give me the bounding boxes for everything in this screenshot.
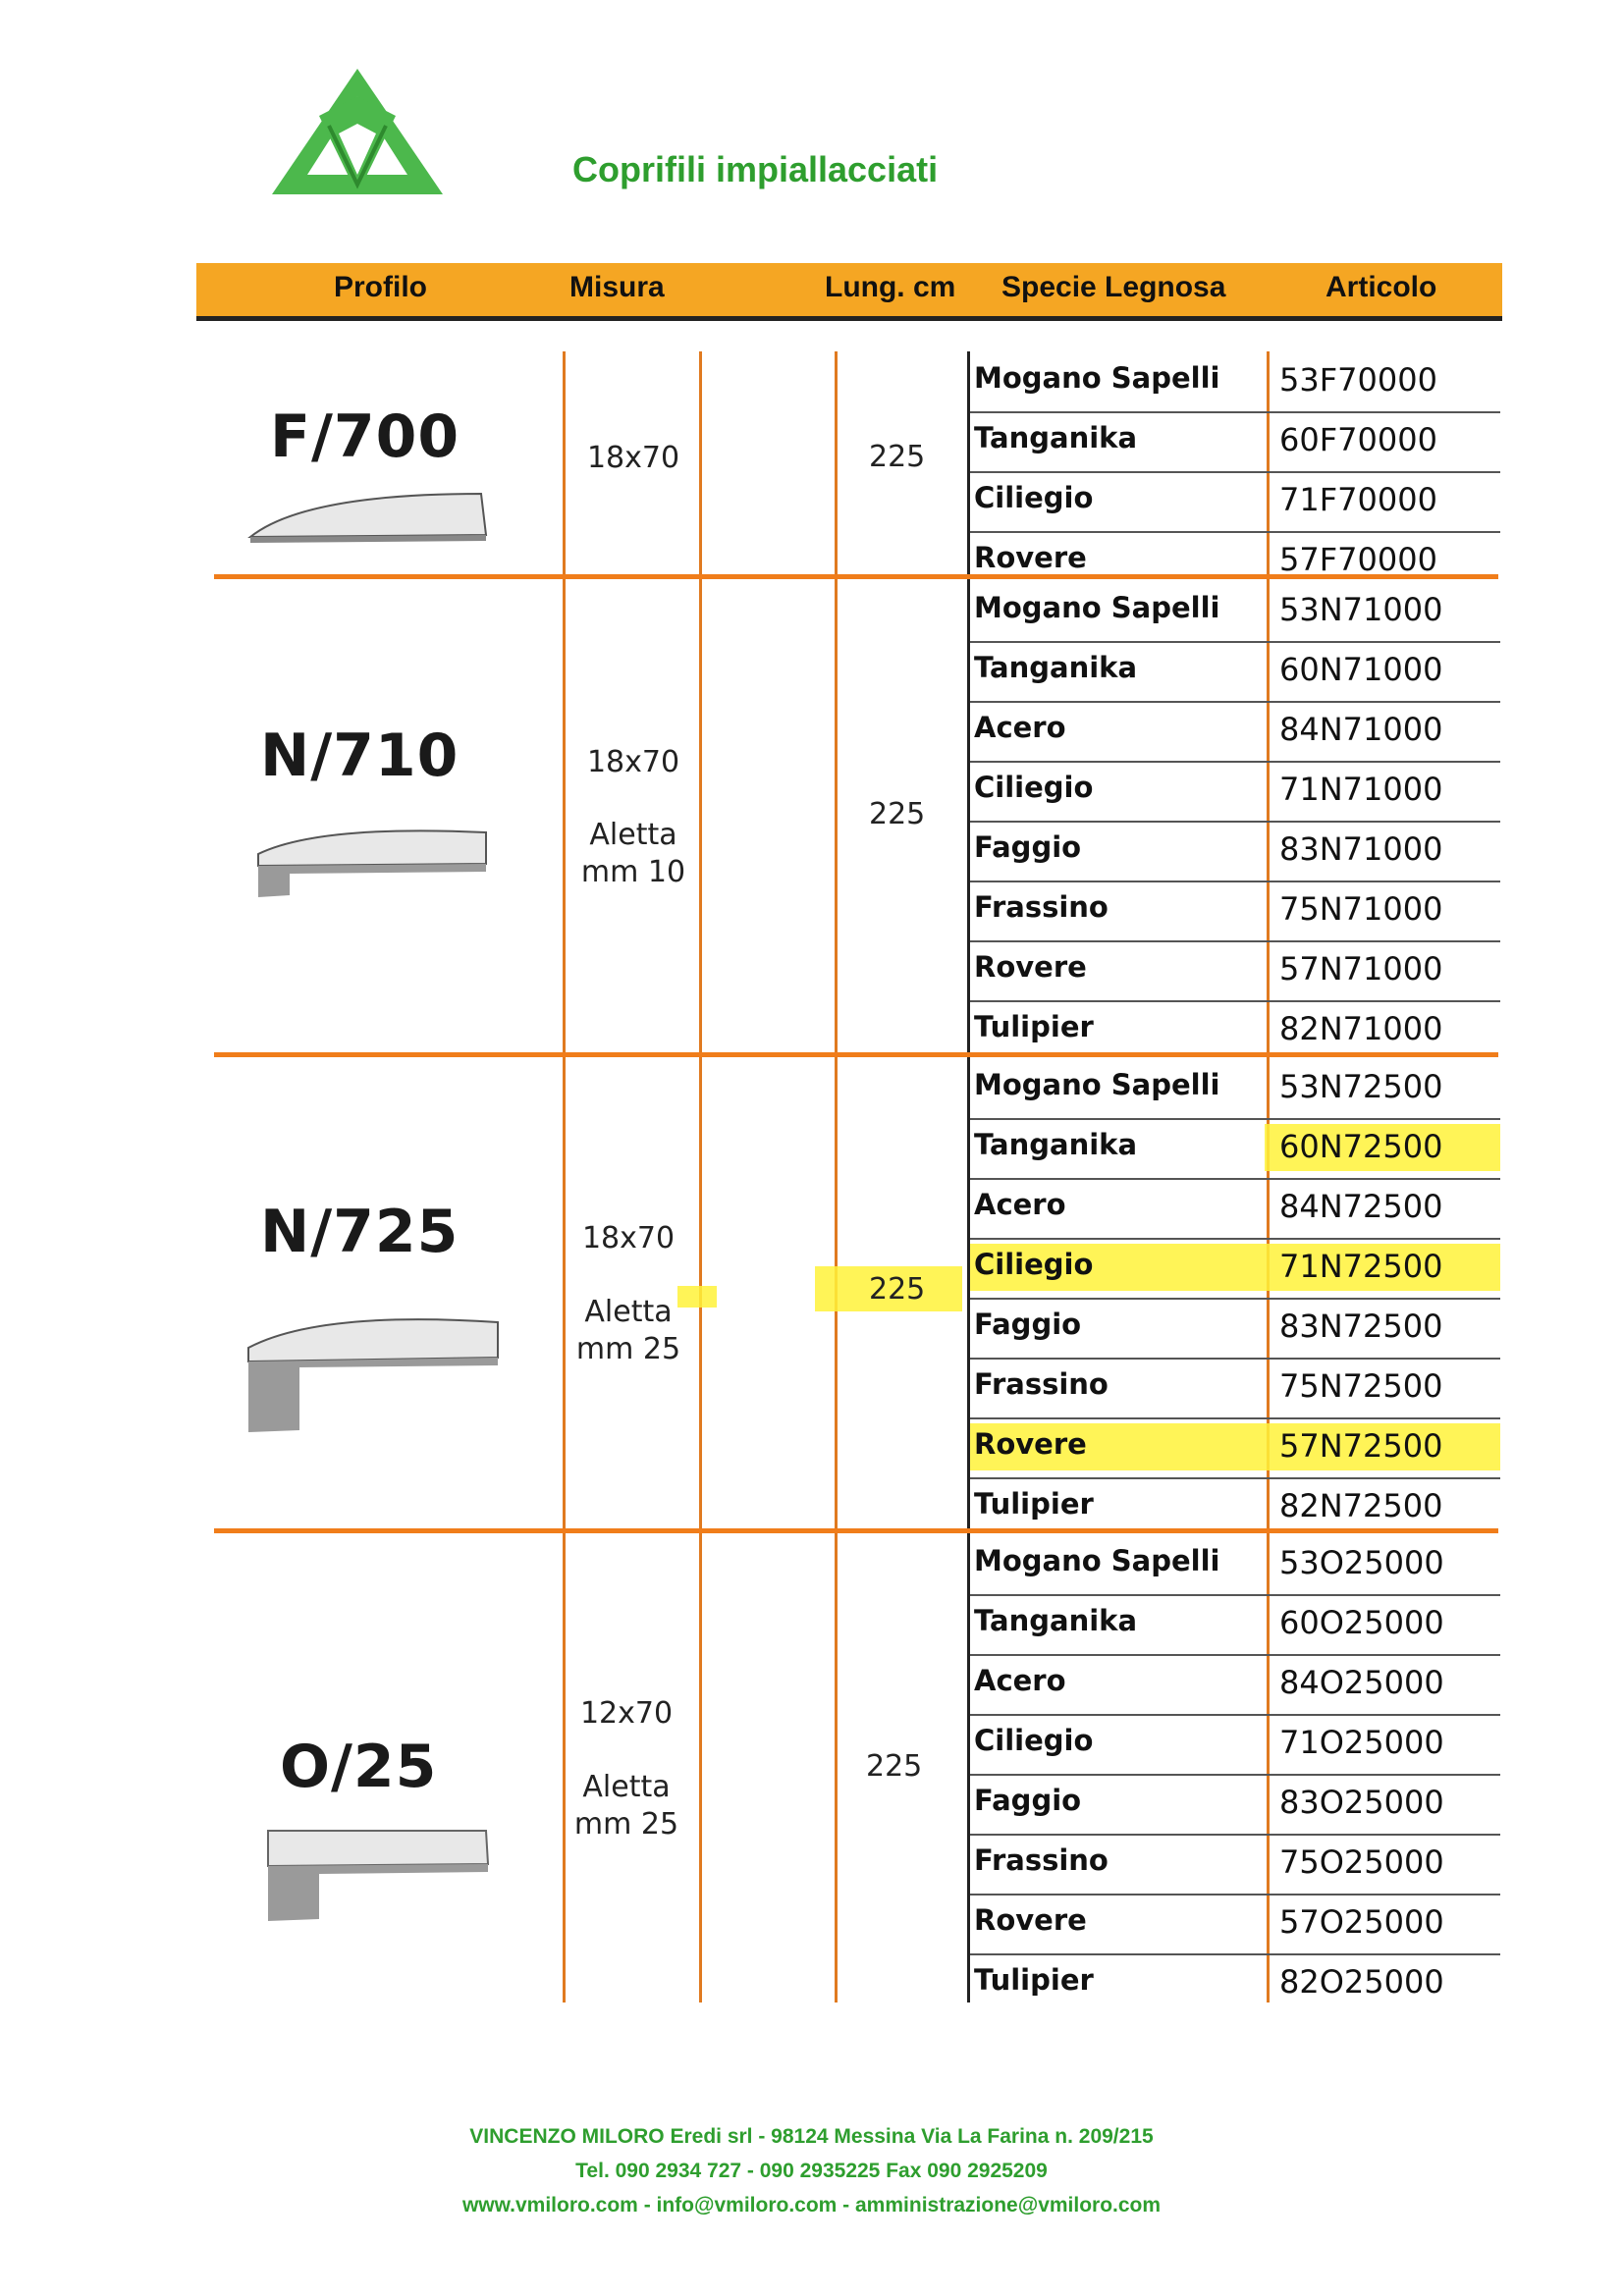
- article-code: 82N72500: [1279, 1487, 1443, 1524]
- table-row: [970, 761, 1500, 823]
- species-name: Acero: [974, 1664, 1066, 1697]
- table-row: [970, 1534, 1500, 1596]
- header-articolo: Articolo: [1325, 271, 1437, 303]
- header-profilo: Profilo: [334, 271, 427, 303]
- species-name: Tanganika: [974, 421, 1138, 454]
- profile-shape-aletta-small: [250, 815, 496, 903]
- article-code: 53O25000: [1279, 1544, 1444, 1581]
- species-name: Tanganika: [974, 1128, 1138, 1161]
- article-code: 71O25000: [1279, 1724, 1444, 1761]
- profile-shape-angle: [260, 1821, 496, 1929]
- table-row: [970, 940, 1500, 1002]
- table-row: [970, 821, 1500, 882]
- article-code: 71N71000: [1279, 771, 1443, 808]
- article-code: 84N71000: [1279, 711, 1443, 748]
- article-code: 60N72500: [1279, 1128, 1443, 1165]
- footer-contacts: www.vmiloro.com - info@vmiloro.com - amministrazione@vmiloro.com: [461, 2194, 1162, 2216]
- table-row: [970, 881, 1500, 942]
- table-row: [970, 581, 1500, 643]
- article-code: 84N72500: [1279, 1188, 1443, 1225]
- article-code: 83N71000: [1279, 830, 1443, 868]
- species-name: Rovere: [974, 541, 1087, 574]
- header-lunghezza: Lung. cm: [825, 271, 956, 303]
- table-row: [970, 1477, 1500, 1537]
- header-specie: Specie Legnosa: [1001, 271, 1226, 303]
- table-row: [970, 1654, 1500, 1716]
- misura-value: 18x70: [581, 1221, 676, 1255]
- article-code: 60O25000: [1279, 1604, 1444, 1641]
- aletta-value: mm 25: [573, 1807, 679, 1842]
- table-row: [970, 1894, 1500, 1955]
- species-name: Mogano Sapelli: [974, 591, 1220, 624]
- article-code: 82N71000: [1279, 1010, 1443, 1047]
- species-name: Rovere: [974, 1903, 1087, 1937]
- length-value: 225: [869, 797, 926, 831]
- article-code: 57O25000: [1279, 1903, 1444, 1941]
- article-code: 53F70000: [1279, 361, 1437, 399]
- article-code: 75O25000: [1279, 1843, 1444, 1881]
- species-name: Tulipier: [974, 1963, 1094, 1997]
- species-name: Frassino: [974, 1843, 1109, 1877]
- species-name: Ciliegio: [974, 1724, 1094, 1757]
- table-row: [970, 1058, 1500, 1120]
- header-misura: Misura: [569, 271, 665, 303]
- table-row: [970, 1178, 1500, 1240]
- table-header: [196, 263, 1502, 321]
- length-value: 225: [869, 1272, 926, 1307]
- table-row: [970, 1118, 1500, 1180]
- profile-code: O/25: [280, 1733, 438, 1801]
- species-name: Acero: [974, 1188, 1066, 1221]
- article-code: 53N72500: [1279, 1068, 1443, 1105]
- table-row: [970, 1774, 1500, 1836]
- article-code: 53N71000: [1279, 591, 1443, 628]
- aletta-value: mm 10: [580, 855, 686, 889]
- species-name: Ciliegio: [974, 481, 1094, 514]
- article-code: 75N72500: [1279, 1367, 1443, 1405]
- length-value: 225: [866, 1749, 923, 1784]
- species-name: Tulipier: [974, 1010, 1094, 1043]
- species-name: Mogano Sapelli: [974, 1068, 1220, 1101]
- table-row: [970, 701, 1500, 763]
- company-logo: [270, 67, 445, 199]
- species-name: Tanganika: [974, 1604, 1138, 1637]
- species-name: Acero: [974, 711, 1066, 744]
- table-row: [970, 1000, 1500, 1060]
- table-row: [970, 1834, 1500, 1896]
- species-name: Faggio: [974, 1784, 1082, 1817]
- profile-shape-flat: [245, 486, 491, 545]
- table-row: [970, 1714, 1500, 1776]
- aletta-label: Aletta: [584, 1295, 673, 1329]
- table-row: [970, 1298, 1500, 1360]
- profile-shape-aletta-medium: [241, 1301, 506, 1438]
- profile-code: N/725: [260, 1198, 460, 1266]
- article-code: 75N71000: [1279, 890, 1443, 928]
- misura-value: 12x70: [579, 1696, 674, 1731]
- table-row: [970, 1953, 1500, 2013]
- length-value: 225: [869, 440, 926, 474]
- species-name: Faggio: [974, 1308, 1082, 1341]
- species-name: Faggio: [974, 830, 1082, 864]
- misura-value: 18x70: [586, 745, 680, 779]
- article-code: 60N71000: [1279, 651, 1443, 688]
- article-code: 57F70000: [1279, 541, 1437, 578]
- article-code: 71N72500: [1279, 1248, 1443, 1285]
- article-code: 84O25000: [1279, 1664, 1444, 1701]
- species-name: Mogano Sapelli: [974, 361, 1220, 395]
- table-row: [970, 641, 1500, 703]
- misura-value: 18x70: [586, 441, 680, 475]
- species-name: Rovere: [974, 950, 1087, 984]
- aletta-value: mm 25: [575, 1332, 681, 1366]
- footer-phone: Tel. 090 2934 727 - 090 2935225 Fax 090 2925209: [575, 2160, 1048, 2182]
- profile-code: N/710: [260, 721, 460, 790]
- table-row: [970, 471, 1500, 533]
- column-divider: [563, 351, 566, 2002]
- species-name: Mogano Sapelli: [974, 1544, 1220, 1577]
- species-name: Frassino: [974, 890, 1109, 924]
- article-code: 83N72500: [1279, 1308, 1443, 1345]
- article-code: 71F70000: [1279, 481, 1437, 518]
- column-divider: [699, 351, 702, 2002]
- species-name: Frassino: [974, 1367, 1109, 1401]
- species-name: Tanganika: [974, 651, 1138, 684]
- article-code: 82O25000: [1279, 1963, 1444, 2001]
- table-row: [970, 1238, 1500, 1300]
- table-row: [970, 411, 1500, 473]
- page-title: Coprifili impiallacciati: [572, 149, 939, 189]
- table-row: [970, 1594, 1500, 1656]
- aletta-label: Aletta: [589, 818, 677, 852]
- species-name: Rovere: [974, 1427, 1087, 1461]
- species-name: Ciliegio: [974, 1248, 1094, 1281]
- article-code: 60F70000: [1279, 421, 1437, 458]
- article-code: 57N71000: [1279, 950, 1443, 988]
- footer-address: VINCENZO MILORO Eredi srl - 98124 Messina Via La Farina n. 209/215: [469, 2125, 1154, 2148]
- article-code: 83O25000: [1279, 1784, 1444, 1821]
- table-row: [970, 1417, 1500, 1479]
- species-name: Tulipier: [974, 1487, 1094, 1521]
- article-code: 57N72500: [1279, 1427, 1443, 1465]
- profile-code: F/700: [270, 402, 460, 471]
- highlight-mark: [677, 1286, 717, 1308]
- table-row: [970, 351, 1500, 413]
- species-name: Ciliegio: [974, 771, 1094, 804]
- aletta-label: Aletta: [582, 1770, 671, 1804]
- table-row: [970, 1358, 1500, 1419]
- column-divider: [835, 351, 838, 2002]
